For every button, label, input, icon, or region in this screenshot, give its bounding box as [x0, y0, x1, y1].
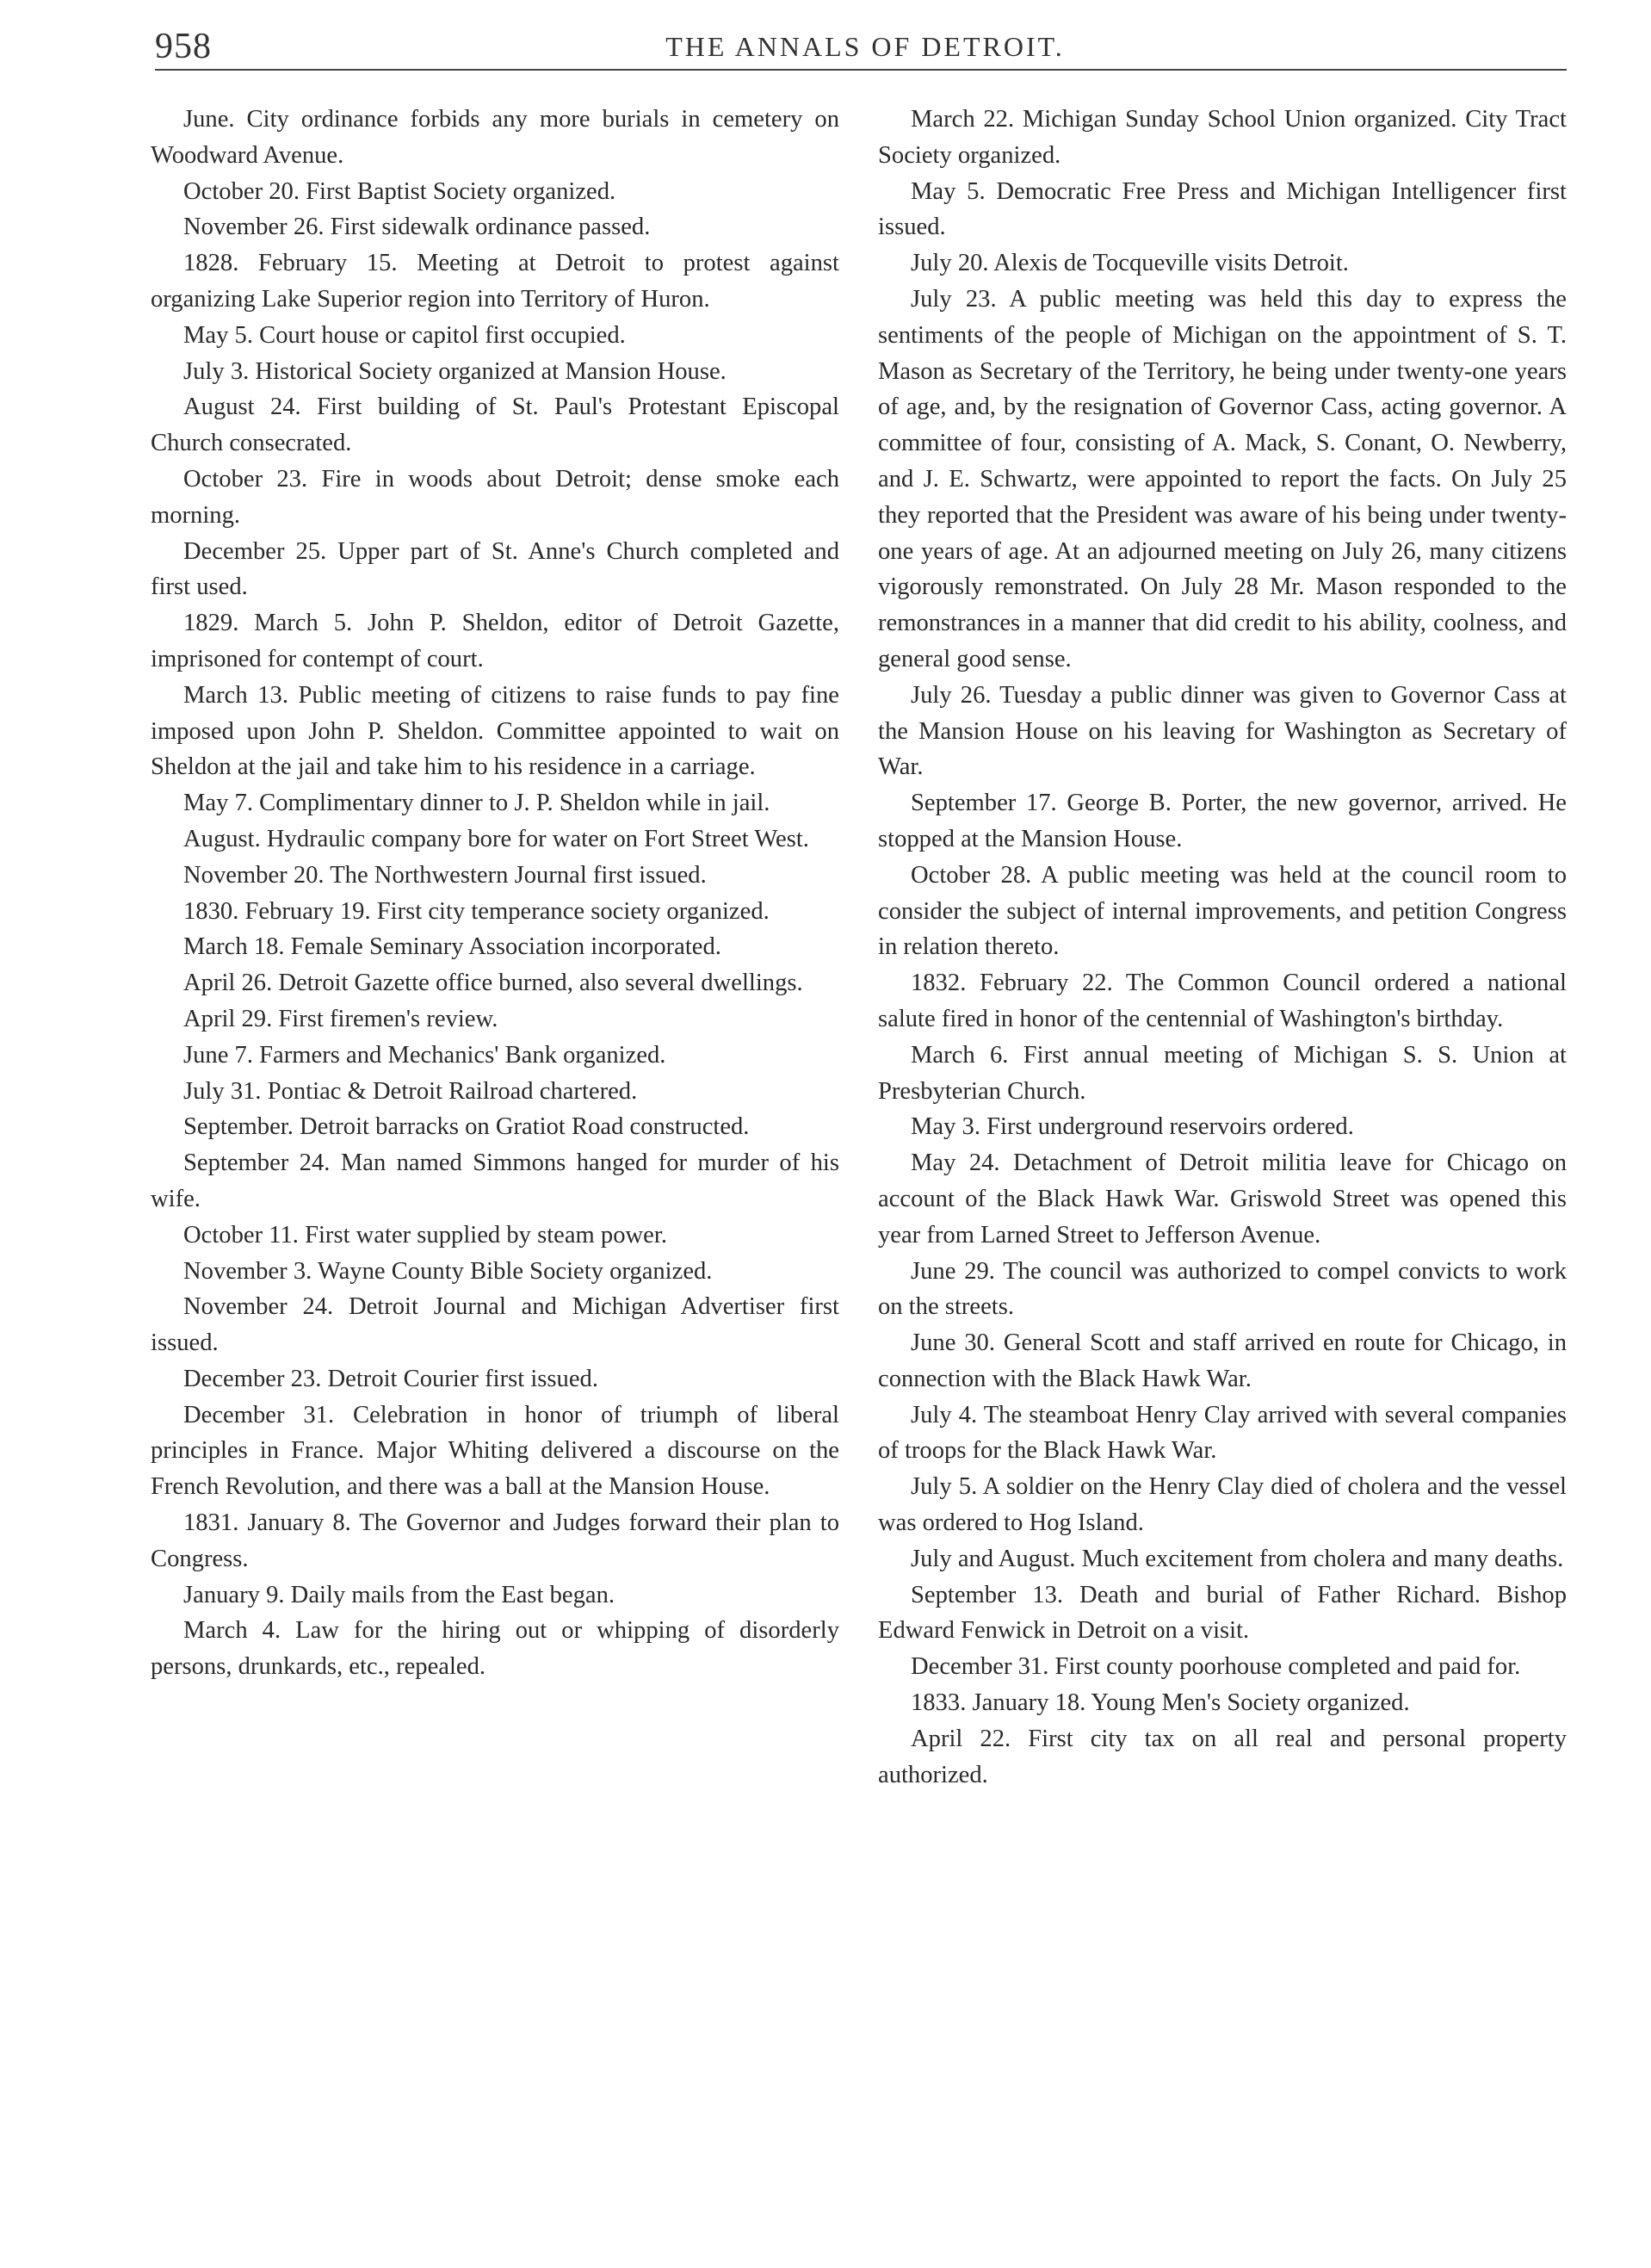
annal-entry: August 24. First building of St. Paul's Protestant Episcopal Church consecrated.: [151, 393, 839, 457]
annal-entry: July 3. Historical Society organized at Mansion House.: [183, 357, 727, 385]
annal-entry: November 3. Wayne County Bible Society organized.: [183, 1257, 713, 1285]
annal-entry: September. Detroit barracks on Gratiot Road constructed.: [183, 1113, 750, 1141]
annal-entry: July 31. Pontiac & Detroit Railroad chartered.: [183, 1077, 638, 1105]
annal-entry: March 4. Law for the hiring out or whipping of disorderly persons, drunkards, etc., repealed.: [151, 1617, 839, 1681]
annal-entry: May 24. Detachment of Detroit militia leave for Chicago on account of the Black Hawk War. Griswold Street was opened this year from Larned Street to Jefferson Avenue.: [878, 1149, 1567, 1249]
annal-entry: May 7. Complimentary dinner to J. P. Sheldon while in jail.: [183, 790, 770, 817]
annal-entry: March 6. First annual meeting of Michigan S. S. Union at Presbyterian Church.: [878, 1041, 1567, 1105]
annal-entry: July 23. A public meeting was held this day to express the sentiments of the people of Michigan on the appointment of S. T. Mason as Secretary of the Territory, he being under twenty-one years of age, and, by the resignation of Governor Cass, acting governor. A committee of four, consisting of A. Mack, S. Conant, O. Newberry, and J. E. Schwartz, were appointed to report the facts. On July 25 they reported that the President was aware of his being under twenty-one years of age. At an adjourned meeting on July 26, many citizens vigorously remonstrated. On July 28 Mr. Mason responded to the remonstrances in a manner that did credit to his ability, coolness, and general good sense.: [878, 285, 1567, 672]
annal-entry: June 7. Farmers and Mechanics' Bank organized.: [183, 1041, 666, 1069]
annal-entry: 1828. February 15. Meeting at Detroit to protest against organizing Lake Superior region into Territory of Huron.: [151, 250, 839, 313]
annal-entry: July 20. Alexis de Tocqueville visits Detroit.: [911, 250, 1349, 277]
annal-entry: October 28. A public meeting was held at the council room to consider the subject of internal improvements, and petition Congress in relation thereto.: [878, 861, 1567, 961]
annal-entry: June 29. The council was authorized to compel convicts to work on the streets.: [878, 1257, 1567, 1321]
annal-entry: October 20. First Baptist Society organized.: [183, 177, 616, 205]
annal-entry: March 13. Public meeting of citizens to raise funds to pay fine imposed upon John P. Sheldon. Committee appointed to wait on Sheldon at the jail and take him to his residence in a carriage.: [151, 681, 839, 781]
running-title: THE ANNALS OF DETROIT.: [665, 31, 1065, 62]
annal-entry: 1833. January 18. Young Men's Society organized.: [911, 1689, 1410, 1717]
annal-entry: March 22. Michigan Sunday School Union organized. City Tract Society organized.: [878, 106, 1567, 169]
annal-entry: July 26. Tuesday a public dinner was given to Governor Cass at the Mansion House on his leaving for Washington as Secretary of War.: [878, 681, 1567, 781]
annal-entry: August. Hydraulic company bore for water on Fort Street West.: [183, 825, 809, 852]
annal-entry: 1832. February 22. The Common Council ordered a national salute fired in honor of the centennial of Washington's birthday.: [878, 970, 1567, 1032]
annal-entry: March 18. Female Seminary Association incorporated.: [183, 933, 721, 961]
annal-entry: May 5. Court house or capitol first occupied.: [183, 321, 626, 349]
annal-entry: 1830. February 19. First city temperance society organized.: [183, 897, 770, 925]
annal-entry: April 26. Detroit Gazette office burned, also several dwellings.: [183, 970, 803, 997]
left-column: [151, 102, 839, 1685]
annal-entry: October 11. First water supplied by steam power.: [183, 1221, 667, 1249]
annal-entry: November 20. The Northwestern Journal first issued.: [183, 861, 707, 889]
header-rule: [155, 69, 1567, 71]
annal-entry: July 5. A soldier on the Henry Clay died of cholera and the vessel was ordered to Hog Island.: [878, 1473, 1567, 1537]
annal-entry: June. City ordinance forbids any more burials in cemetery on Woodward Avenue.: [151, 106, 839, 169]
annal-entry: April 29. First firemen's review.: [183, 1005, 498, 1032]
annal-entry: November 24. Detroit Journal and Michigan Advertiser first issued.: [151, 1293, 839, 1357]
annal-entry: December 25. Upper part of St. Anne's Church completed and first used.: [151, 537, 839, 601]
annal-entry: December 23. Detroit Courier first issued.: [183, 1365, 598, 1392]
annal-entry: May 3. First underground reservoirs ordered.: [911, 1113, 1354, 1141]
page-number: 958: [155, 27, 212, 66]
annal-entry: January 9. Daily mails from the East began.: [183, 1581, 615, 1608]
annal-entry: September 17. George B. Porter, the new governor, arrived. He stopped at the Mansion House.: [878, 790, 1567, 852]
annal-entry: September 24. Man named Simmons hanged for murder of his wife.: [151, 1149, 839, 1212]
right-column: [878, 102, 1567, 1793]
annal-entry: June 30. General Scott and staff arrived en route for Chicago, in connection with the Black Hawk War.: [878, 1329, 1567, 1392]
page-header: [155, 26, 1575, 74]
annal-entry: October 23. Fire in woods about Detroit; dense smoke each morning.: [151, 465, 839, 529]
annal-entry: July and August. Much excitement from cholera and many deaths.: [911, 1545, 1564, 1572]
annal-entry: May 5. Democratic Free Press and Michigan Intelligencer first issued.: [878, 177, 1567, 241]
annal-entry: December 31. First county poorhouse completed and paid for.: [911, 1653, 1521, 1681]
annal-entry: December 31. Celebration in honor of triumph of liberal principles in France. Major Whiting delivered a discourse on the French Revolution, and there was a ball at the Mansion House.: [151, 1401, 839, 1501]
annal-entry: 1829. March 5. John P. Sheldon, editor of Detroit Gazette, imprisoned for contempt of court.: [151, 610, 839, 672]
annal-entry: July 4. The steamboat Henry Clay arrived with several companies of troops for the Black Hawk War.: [878, 1401, 1567, 1465]
annal-entry: 1831. January 8. The Governor and Judges forward their plan to Congress.: [151, 1509, 839, 1572]
annal-entry: November 26. First sidewalk ordinance passed.: [183, 214, 651, 241]
annal-entry: September 13. Death and burial of Father Richard. Bishop Edward Fenwick in Detroit on a visit.: [878, 1581, 1567, 1645]
annal-entry: April 22. First city tax on all real and personal property authorized.: [878, 1725, 1567, 1788]
